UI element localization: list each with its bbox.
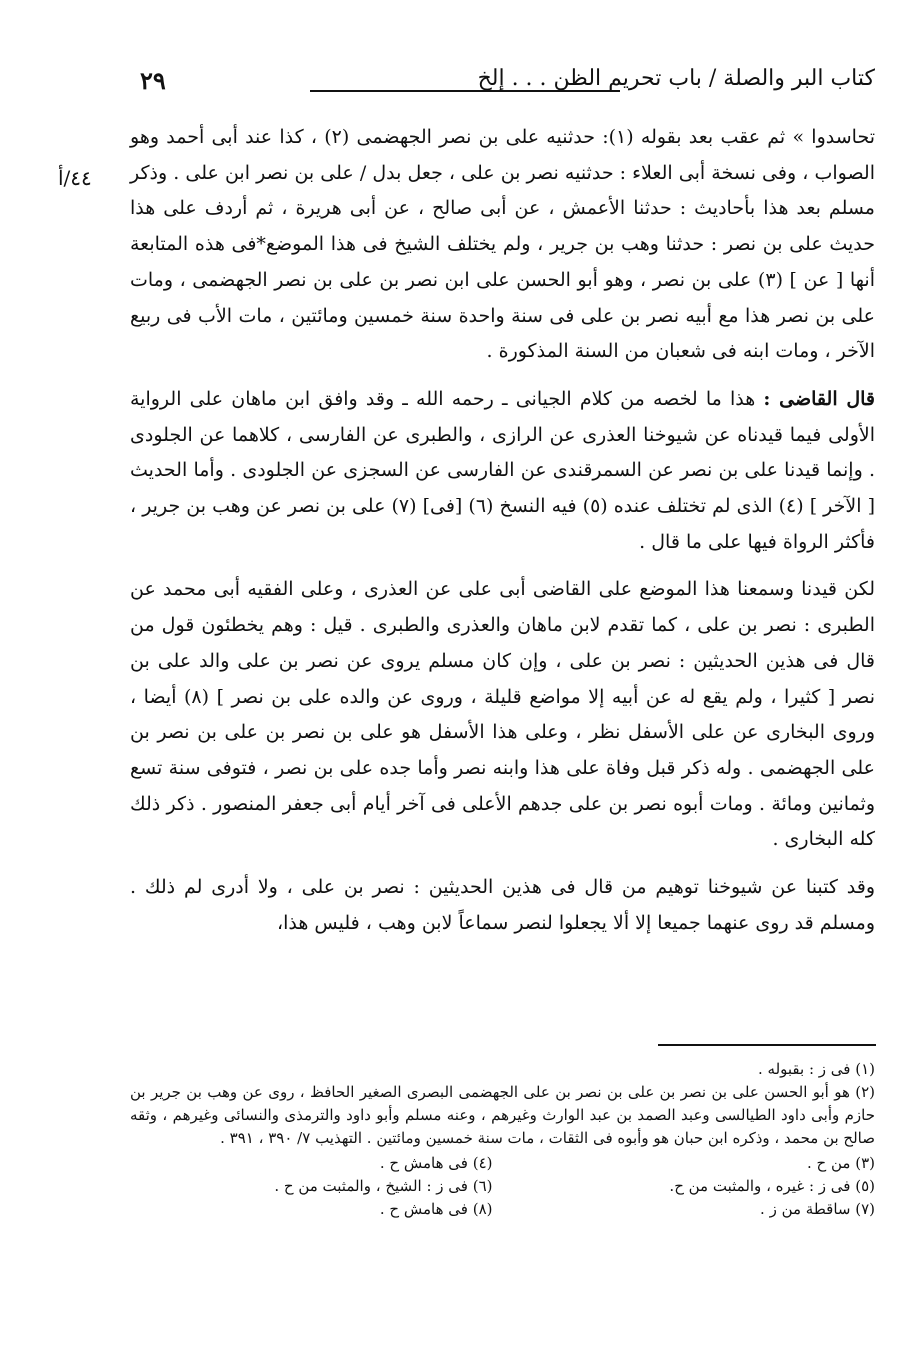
- footnote-4: (٤) فى هامش ح .: [379, 1154, 493, 1172]
- footnotes: [130, 1058, 875, 1221]
- header-title: كتاب البر والصلة / باب تحريم الظن . . . إلخ: [477, 66, 875, 91]
- header-rule: [310, 90, 620, 92]
- paragraph-4: [130, 870, 875, 941]
- footnote-6: (٦) فى ز : الشيخ ، والمثبت من ح .: [274, 1177, 493, 1195]
- paragraph-1: [130, 120, 875, 370]
- paragraph-2-lead: قال القاضى :: [763, 387, 876, 410]
- paragraph-2: [130, 382, 875, 561]
- paragraph-1-text: تحاسدوا » ثم عقب بعد بقوله (١): حدثنيه على بن نصر الجهضمى (٢) ، كذا عند أبى أحمد وهو الصواب ، وفى نسخة أبى العلاء : حدثنيه نصر بن على ، جعل بدل / على بن نصر ابن على . وذكر مسلم بعد هذا بأحاديث : حدثنا الأعمش ، عن أبى صالح ، عن أبى هريرة ، ثم أردف على هذا حديث على بن نصر : حدثنا وهب بن جرير ، ولم يختلف الشيخ فى هذا الموضع*فى هذه المتابعة أنها [ عن ] (٣) على بن نصر ، وهو أبو الحسن على ابن نصر بن على بن نصر الجهضمى ، ومات على بن نصر هذا مع أبيه نصر بن على فى سنة واحدة سنة خمسين ومائتين ، مات الأب فى ربيع الآخر ، ومات ابنه فى شعبان من السنة المذكورة .: [130, 126, 875, 363]
- running-header: [130, 66, 875, 106]
- footnote-5: (٥) فى ز : غيره ، والمثبت من ح.: [669, 1177, 875, 1195]
- footnote-1: (١) فى ز : بقبوله .: [757, 1060, 875, 1078]
- paragraph-3-text: لكن قيدنا وسمعنا هذا الموضع على القاضى أبى على عن العذرى ، وعلى الفقيه أبى محمد عن الطبرى : نصر بن على ، كما تقدم لابن ماهان والعذرى والطبرى . قيل : وهم يخطئون قول من قال فى هذين الحديثين : نصر بن على ، وإن كان مسلم يروى عن نصر بن على والد على بن نصر [ كثيرا ، ولم يقع له عن أبيه إلا مواضع قليلة ، وروى عن والده على بن نصر ] (٨) أيضا ، وروى البخارى عن على الأسفل نظر ، وعلى هذا الأسفل هو على بن نصر بن على بن نصر بن على الجهضمى . وله ذكر قبل وفاة على هذا وابنه نصر وأما جده على بن نصر ، فتوفى سنة تسع وثمانين ومائة . ومات أبوه نصر بن على جدهم الأعلى فى آخر أيام أبى جعفر المنصور . ذكر ذلك كله البخارى .: [130, 578, 875, 851]
- paragraph-3: [130, 572, 875, 858]
- margin-folio-note: ٤٤/أ: [58, 166, 92, 190]
- main-text: [130, 120, 875, 953]
- paragraph-4-text: وقد كتبنا عن شيوخنا توهيم من قال فى هذين الحديثين : نصر بن على ، ولا أدرى لم ذلك . ومسلم قد روى عنهما جميعا إلا ألا يجعلوا لنصر سماعاً لابن وهب ، فليس هذا،: [130, 876, 875, 934]
- page-number: ٢٩: [140, 66, 166, 95]
- footnote-7: (٧) ساقطة من ز .: [760, 1200, 875, 1218]
- footnote-2: (٢) هو أبو الحسن على بن نصر بن على بن نصر بن على الجهضمى البصرى الصغير الحافظ ، روى عن وهب بن جرير بن حازم وأبى داود الطيالسى وعبد الصمد بن عبد الوارث وغيرهم ، وعنه مسلم وأبو داود والترمذى والنسائى وغيرهم ، وثقه صالح بن محمد ، وذكره ابن حبان هو وأبوه فى الثقات ، مات سنة خمسين ومائتين . التهذيب ٧/ ٣٩٠ ، ٣٩١ .: [130, 1083, 875, 1147]
- footnote-grid: [130, 1152, 875, 1221]
- footnote-3: (٣) من ح .: [807, 1154, 875, 1172]
- footnote-8: (٨) فى هامش ح .: [379, 1200, 493, 1218]
- paragraph-2-text: هذا ما لخصه من كلام الجيانى ـ رحمه الله ـ وقد وافق ابن ماهان على الرواية الأولى فيما قيدناه عن شيوخنا العذرى عن الرازى ، والطبرى عن الفارسى ، كلاهما عن الجلودى . وإنما قيدنا على بن نصر عن السمرقندى عن الفارسى عن السجزى عن الجلودى . وأما الحديث [ الآخر ] (٤) الذى لم تختلف عنده (٥) فيه النسخ (٦) [فى] (٧) على بن نصر عن وهب بن جرير ، فأكثر الرواة فيها على ما قال .: [130, 387, 875, 553]
- footnote-rule: [658, 1044, 876, 1046]
